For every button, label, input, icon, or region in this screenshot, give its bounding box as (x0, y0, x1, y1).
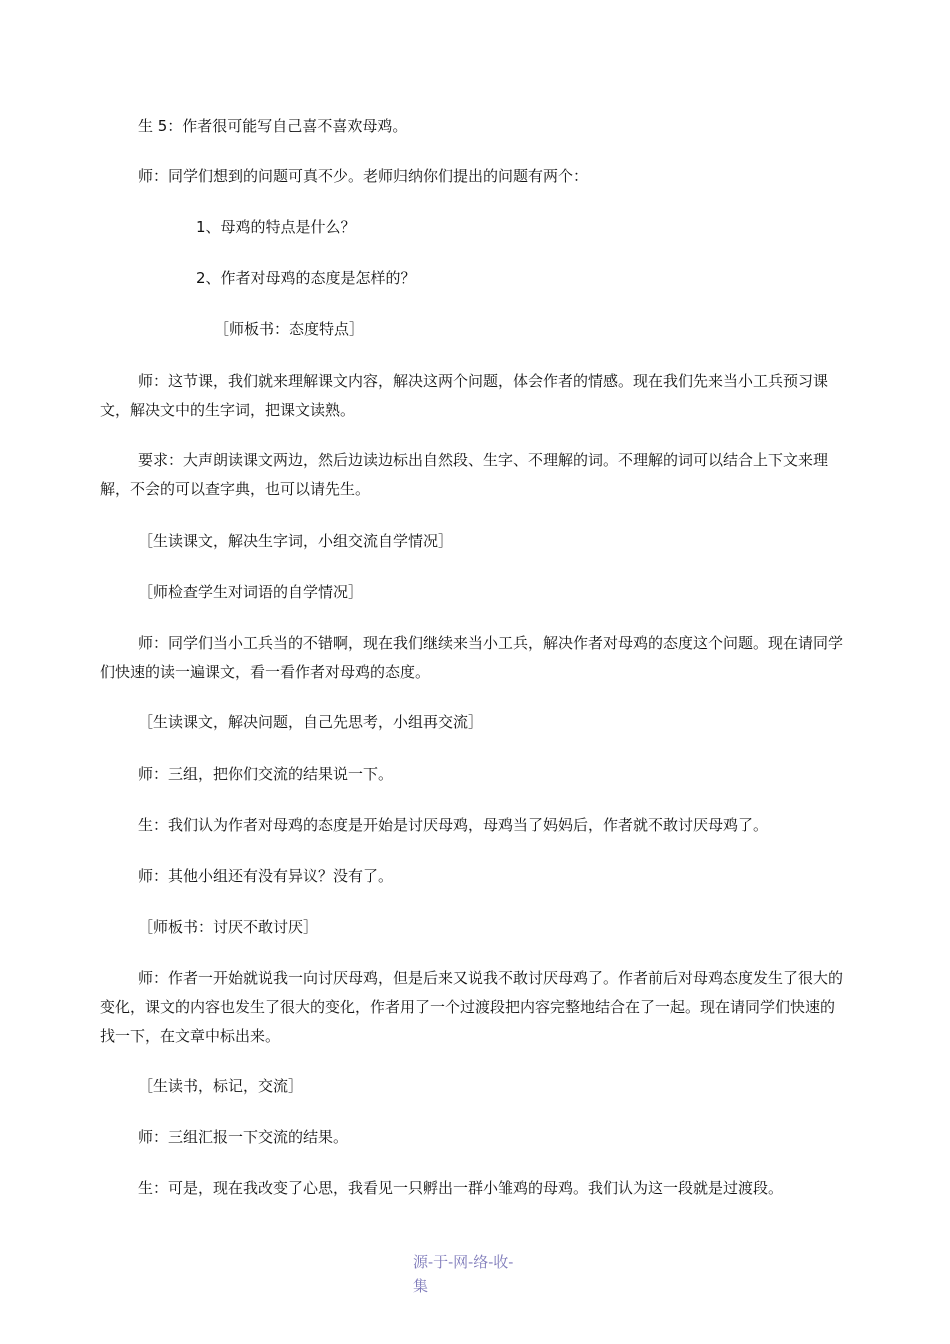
watermark-line-1: 源-于-网-络-收- (413, 1253, 514, 1271)
paragraph-teacher-transition: 师：作者一开始就说我一向讨厌母鸡，但是后来又说我不敢讨厌母鸡了。作者前后对母鸡态度发生了很大的变化，课文的内容也发生了很大的变化，作者用了一个过渡段把内容完整地结合在了一起。现在请同学们快速的找一下，在文章中标出来。 (100, 969, 844, 1045)
board-note-dislike: ［师板书：讨厌不敢讨厌］ (138, 918, 319, 936)
paragraph-teacher-other-groups: 师：其他小组还有没有异议？没有了。 (138, 867, 394, 885)
paragraph-teacher-report: 师：三组汇报一下交流的结果。 (138, 1128, 349, 1146)
note-student-discussion: ［生读课文，解决问题，自己先思考，小组再交流］ (138, 713, 484, 731)
paragraph-teacher-summary: 师：同学们想到的问题可真不少。老师归纳你们提出的问题有两个： (138, 167, 589, 185)
paragraph-teacher-praise: 师：同学们当小工兵当的不错啊，现在我们继续来当小工兵，解决作者对母鸡的态度这个问题。现在请同学们快速的读一遍课文，看一看作者对母鸡的态度。 (100, 634, 844, 681)
question-1: 1、母鸡的特点是什么？ (196, 218, 356, 236)
note-student-marking: ［生读书，标记，交流］ (138, 1077, 304, 1095)
paragraph-student-answer: 生：我们认为作者对母鸡的态度是开始是讨厌母鸡，母鸡当了妈妈后，作者就不敢讨厌母鸡了。 (138, 816, 769, 834)
paragraph-student5: 生 5：作者很可能写自己喜不喜欢母鸡。 (138, 117, 408, 135)
note-teacher-check: ［师检查学生对词语的自学情况］ (138, 583, 364, 601)
board-note-attitude: ［师板书：态度特点］ (214, 320, 365, 338)
source-watermark (413, 1250, 543, 1298)
paragraph-student-transition: 生：可是，现在我改变了心思，我看见一只孵出一群小雏鸡的母鸡。我们认为这一段就是过渡段。 (138, 1179, 784, 1197)
watermark-line-2: 集 (413, 1277, 429, 1295)
note-student-reading: ［生读课文，解决生字词，小组交流自学情况］ (138, 532, 454, 550)
question-2: 2、作者对母鸡的态度是怎样的？ (196, 269, 416, 287)
paragraph-teacher-group3: 师：三组，把你们交流的结果说一下。 (138, 765, 394, 783)
paragraph-requirements: 要求：大声朗读课文两边，然后边读边标出自然段、生字、不理解的词。不理解的词可以结合上下文来理解，不会的可以查字典，也可以请先生。 (100, 451, 829, 498)
paragraph-lesson-intro: 师：这节课，我们就来理解课文内容，解决这两个问题，体会作者的情感。现在我们先来当小工兵预习课文，解决文中的生字词，把课文读熟。 (100, 372, 829, 419)
